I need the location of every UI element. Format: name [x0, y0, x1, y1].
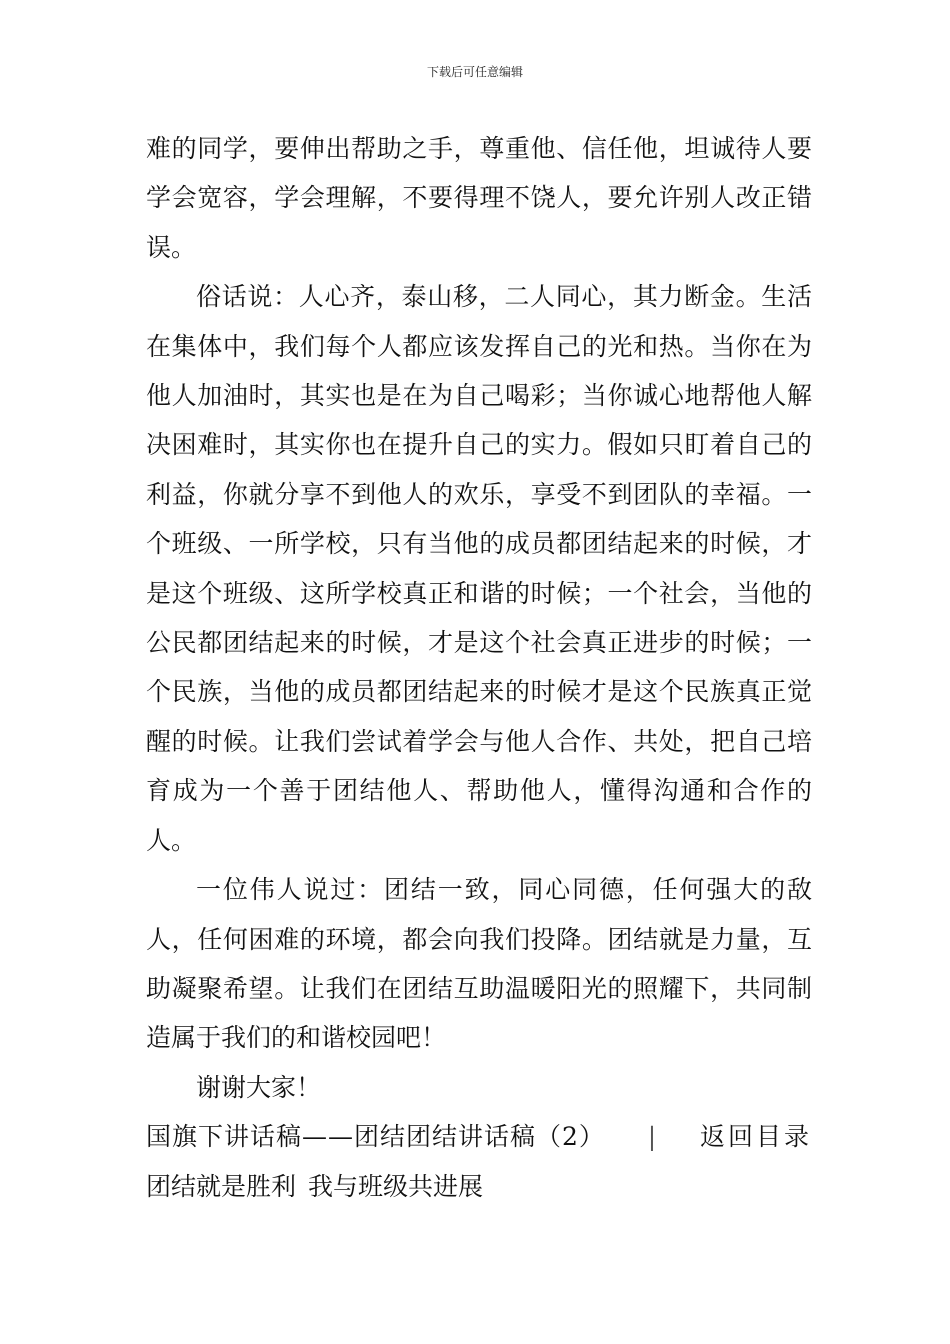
subtitle-unity-victory: 团结就是胜利: [146, 1171, 297, 1201]
section-title: 国旗下讲话稿——团结团结讲话稿（2）: [146, 1122, 605, 1152]
subtitle-row: [146, 1162, 812, 1211]
paragraph-thanks: 谢谢大家！: [196, 1072, 322, 1102]
paragraph-quote: 一位伟人说过：团结一致，同心同德，任何强大的敌人，任何困难的环境，都会向我们投降。团结就是力量，互助凝聚希望。让我们在团结互助温暖阳光的照耀下，共同制造属于我们的和谐校园吧！: [146, 875, 812, 1053]
toc-separator: |: [647, 1122, 658, 1152]
toc-row: [146, 1112, 812, 1161]
header-note: 下载后可任意编辑: [426, 65, 523, 79]
paragraph-proverb: 俗话说：人心齐，泰山移，二人同心，其力断金。生活在集体中，我们每个人都应该发挥自己的光和热。当你在为他人加油时，其实也是在为自己喝彩；当你诚心地帮他人解决困难时，其实你也在提升自己的实力。假如只盯着自己的利益，你就分享不到他人的欢乐，享受不到团队的幸福。一个班级、一所学校，只有当他的成员都团结起来的时候，才是这个班级、这所学校真正和谐的时候；一个社会，当他的公民都团结起来的时候，才是这个社会真正进步的时候；一个民族，当他的成员都团结起来的时候才是这个民族真正觉醒的时候。让我们尝试着学会与他人合作、共处，把自己培育成为一个善于团结他人、帮助他人，懂得沟通和合作的人。: [146, 282, 812, 855]
paragraph-continuation: 难的同学，要伸出帮助之手，尊重他、信任他，坦诚待人要学会宽容，学会理解，不要得理不饶人，要允许别人改正错误。: [146, 134, 812, 262]
subtitle-class-progress: 我与班级共进展: [308, 1171, 484, 1201]
back-to-toc-link[interactable]: 返回目录: [699, 1122, 812, 1152]
document-body: [146, 124, 812, 1211]
